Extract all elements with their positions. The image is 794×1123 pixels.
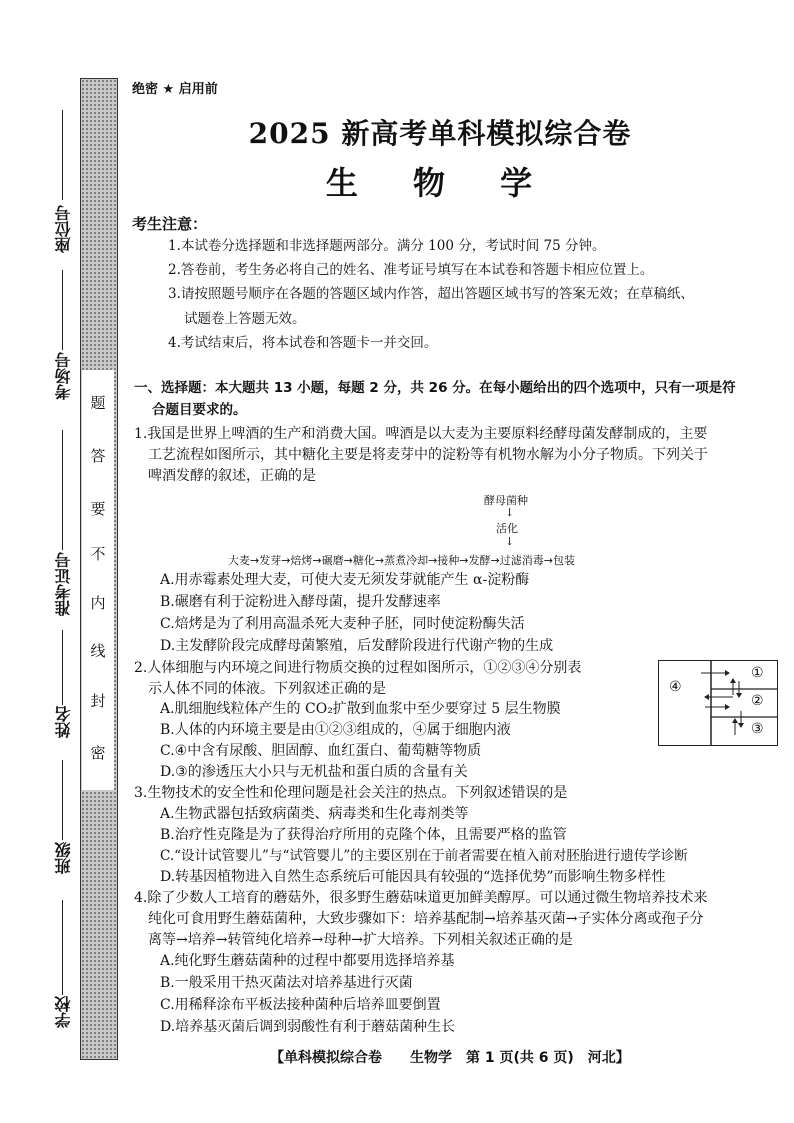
class-label: 班级 bbox=[54, 842, 73, 874]
notice-heading: 考生注意： bbox=[132, 215, 208, 233]
q4-option-b: B.一般采用干热灭菌法对培养基进行灭菌 bbox=[160, 975, 413, 991]
ticket-number-label: 准考证号 bbox=[54, 552, 73, 616]
page-footer: 【单科模拟综合卷 生物学 第 1 页(共 6 页) 河北】 bbox=[270, 1050, 630, 1066]
notice-item: 3.请按照题号顺序在各题的答题区域内作答，超出答题区域书写的答案无效；在草稿纸、 bbox=[168, 286, 694, 302]
q4-stem: 纯化可食用野生蘑菇菌种，大致步骤如下：培养基配制→培养基灭菌→子实体分离或孢子分 bbox=[148, 911, 704, 927]
section-heading: 一、选择题：本大题共 13 小题，每题 2 分，共 26 分。在每小题给出的四个选项中，只有一项是符 bbox=[134, 380, 736, 396]
q4-stem: 离等→培养→转管纯化培养→母种→扩大培养。下列相关叙述正确的是 bbox=[148, 932, 573, 948]
seal-char: 答 bbox=[90, 447, 106, 465]
q3-stem: 3.生物技术的安全性和伦理问题是社会关注的热点。下列叙述错误的是 bbox=[134, 785, 568, 801]
seal-char: 线 bbox=[90, 642, 106, 660]
section-heading-cont: 合题目要求的。 bbox=[152, 402, 247, 418]
seal-text-box bbox=[82, 370, 114, 790]
flow-process: 大麦→发芽→焙烤→碾磨→糖化→蒸煮冷却→接种→发酵→过滤消毒→包装 bbox=[228, 554, 575, 567]
school-label: 学校 bbox=[54, 996, 73, 1028]
seat-number-label: 座位号 bbox=[54, 205, 73, 253]
notice-item: 1.本试卷分选择题和非选择题两部分。满分 100 分，考试时间 75 分钟。 bbox=[168, 238, 606, 254]
q3-option-c: C.“设计试管婴儿”与“试管婴儿”的主要区别在于前者需要在植入前对胚胎进行遗传学诊断 bbox=[160, 848, 688, 864]
exam-room-label: 考场号 bbox=[54, 352, 73, 400]
exam-room-line bbox=[62, 270, 63, 350]
q3-option-b: B.治疗性克隆是为了获得治疗所用的克隆个体，且需要严格的监管 bbox=[160, 827, 567, 843]
q4-option-d: D.培养基灭菌后调到弱酸性有利于蘑菇菌种生长 bbox=[160, 1019, 456, 1035]
fluid-label-3: ③ bbox=[751, 721, 764, 737]
down-arrow-icon: ↓ bbox=[505, 535, 515, 548]
q2-stem: 2.人体细胞与内环境之间进行物质交换的过程如图所示，①②③④分别表 bbox=[134, 660, 582, 676]
q4-option-a: A.纯化野生蘑菇菌种的过程中都要用选择培养基 bbox=[160, 953, 455, 969]
q3-option-d: D.转基因植物进入自然生态系统后可能因具有较强的“选择优势”而影响生物多样性 bbox=[160, 869, 666, 885]
q2-option-a: A.肌细胞线粒体产生的 CO₂扩散到血浆中至少要穿过 5 层生物膜 bbox=[160, 701, 561, 717]
q1-stem: 啤酒发酵的叙述，正确的是 bbox=[148, 468, 316, 484]
q2-option-d: D.③的渗透压大小只与无机盐和蛋白质的含量有关 bbox=[160, 764, 468, 780]
fluid-label-1: ① bbox=[751, 665, 764, 681]
seal-char: 内 bbox=[90, 594, 106, 612]
ticket-number-line bbox=[62, 430, 63, 550]
seal-char: 题 bbox=[90, 394, 106, 412]
q2-option-b: B.人体的内环境主要是由①②③组成的，④属于细胞内液 bbox=[160, 722, 511, 738]
seal-char: 不 bbox=[90, 545, 106, 563]
body-fluid-diagram bbox=[658, 660, 778, 746]
notice-item: 2.答卷前，考生务必将自己的姓名、准考证号填写在本试卷和答题卡相应位置上。 bbox=[168, 262, 654, 278]
seal-char: 密 bbox=[90, 744, 106, 762]
q2-option-c: C.④中含有尿酸、胆固醇、血红蛋白、葡萄糖等物质 bbox=[160, 743, 482, 759]
flow-activation: 活化 bbox=[496, 522, 518, 535]
class-line bbox=[62, 760, 63, 840]
school-line bbox=[62, 900, 63, 995]
q4-option-c: C.用稀释涂布平板法接种菌种后培养皿要倒置 bbox=[160, 997, 441, 1013]
page-title: 2025 新高考单科模拟综合卷 bbox=[248, 117, 632, 150]
q1-option-c: C.焙烤是为了利用高温杀死大麦种子胚，同时使淀粉酶失活 bbox=[160, 616, 525, 632]
notice-item: 4.考试结束后，将本试卷和答题卡一并交回。 bbox=[168, 335, 438, 351]
confidential-label: 绝密 ★ 启用前 bbox=[132, 82, 218, 97]
subject-title: 生 物 学 bbox=[325, 164, 555, 202]
fluid-label-4: ④ bbox=[669, 679, 682, 695]
q4-stem: 4.除了少数人工培育的蘑菇外，很多野生蘑菇味道更加鲜美醇厚。可以通过微生物培养技术来 bbox=[134, 890, 708, 906]
seal-char: 封 bbox=[90, 692, 106, 710]
q1-option-d: D.主发酵阶段完成酵母菌繁殖，后发酵阶段进行代谢产物的生成 bbox=[160, 638, 554, 654]
name-line bbox=[62, 630, 63, 705]
seal-char: 要 bbox=[90, 500, 106, 518]
down-arrow-icon: ↓ bbox=[505, 506, 515, 519]
q1-stem: 工艺流程如图所示，其中糖化主要是将麦芽中的淀粉等有机物水解为小分子物质。下列关于 bbox=[148, 447, 708, 463]
notice-item: 试题卷上答题无效。 bbox=[184, 311, 306, 327]
q1-option-b: B.碾磨有利于淀粉进入酵母菌，提升发酵速率 bbox=[160, 594, 441, 610]
q2-stem: 示人体不同的体液。下列叙述正确的是 bbox=[148, 681, 386, 697]
name-label: 姓名 bbox=[54, 706, 73, 738]
fluid-label-2: ② bbox=[751, 693, 764, 709]
q3-option-a: A.生物武器包括致病菌类、病毒类和生化毒剂类等 bbox=[160, 806, 469, 822]
q1-option-a: A.用赤霉素处理大麦，可使大麦无须发芽就能产生 α-淀粉酶 bbox=[160, 572, 530, 588]
seat-number-line bbox=[62, 110, 63, 200]
flow-yeast-strain: 酵母菌种 bbox=[484, 494, 528, 507]
q1-stem: 1.我国是世界上啤酒的生产和消费大国。啤酒是以大麦为主要原料经酵母菌发酵制成的，主要 bbox=[134, 426, 708, 442]
